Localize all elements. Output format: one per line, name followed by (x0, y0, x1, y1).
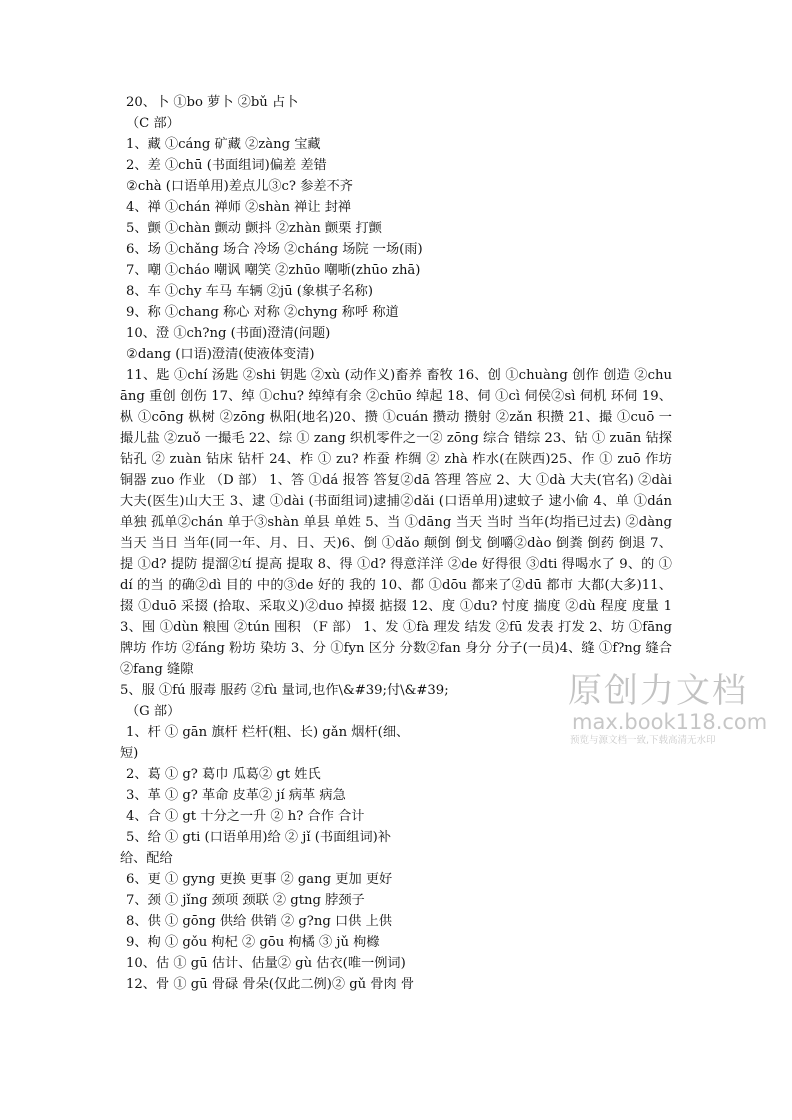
text-line: 8、车 ①chy 车马 车辆 ②jū (象棋子名称) (126, 284, 373, 299)
text-line: 2、差 ①chū (书面组词)偏差 差错 (126, 158, 327, 173)
text-line: 5、颤 ①chàn 颤动 颤抖 ②zhàn 颤栗 打颤 (126, 221, 382, 236)
text-line: 6、场 ①chǎng 场合 冷场 ②cháng 场院 一场(雨) (126, 242, 423, 257)
text-line: 1、杆 ① gān 旗杆 栏杆(粗、长) gǎn 烟杆(细、 (126, 725, 410, 740)
text-line: 1、藏 ①cáng 矿藏 ②zàng 宝藏 (126, 137, 321, 152)
text-line: 5、服 ①fú 服毒 服药 ②fù 量词,也作\&#39;付\&#39; (120, 683, 449, 698)
text-line: 给、配给 (120, 851, 173, 866)
section-header-g: （G 部） (126, 704, 181, 719)
section-header-c: （C 部） (126, 116, 180, 131)
document-body (120, 92, 672, 995)
text-line: 12、骨 ① gū 骨碌 骨朵(仅此二例)② gǔ 骨肉 骨 (126, 977, 415, 992)
text-line: 9、枸 ① gǒu 枸杞 ② gōu 枸橘 ③ jǔ 枸橼 (126, 935, 380, 950)
text-line: 4、合 ① gt 十分之一升 ② h? 合作 合计 (126, 809, 365, 824)
text-line: ②chà (口语单用)差点儿③c? 参差不齐 (126, 179, 353, 194)
watermark-url: max.book118.com (572, 710, 768, 734)
text-line: 8、供 ① gōng 供给 供销 ② g?ng 口供 上供 (126, 914, 392, 929)
watermark-note: 预览与源文档一致,下载高清无水印 (570, 735, 716, 746)
text-line: 10、澄 ①ch?ng (书面)澄清(问题) (126, 326, 331, 341)
text-line: 4、禅 ①chán 禅师 ②shàn 禅让 封禅 (126, 200, 352, 215)
text-line: 9、称 ①chang 称心 对称 ②chyng 称呼 称道 (126, 305, 399, 320)
text-line: 7、颈 ① jǐng 颈项 颈联 ② gtng 脖颈子 (126, 893, 365, 908)
text-line: 3、革 ① g? 革命 皮革② jí 病革 病急 (126, 788, 346, 803)
text-line: 20、卜 ①bo 萝卜 ②bǔ 占卜 (126, 95, 299, 110)
text-paragraph: 11、匙 ①chí 汤匙 ②shi 钥匙 ②xù (动作义)畜养 畜牧 16、创 ①chuàng 创作 创造 ②chuāng 重创 创伤 17、绰 ①chu? 绰绰有余 ②chūo 绰起 18、伺 ①cì 伺侯②sì 伺机 环伺 19、枞 ①cōng 枞树 ②zōng 枞阳(地名)20、攒 ①cuán 攒动 攒射 ②zǎn 积攒 21、撮 ①cuō 一撮儿盐 ②zuǒ 一撮毛 22、综 ① zang 织机零件之一② zōng 综合 错综 23、钻 ① zuān 钻探 钻孔 ② zuàn 钻床 钻杆 24、柞 ① zu? 柞蚕 柞绸 ② zhà 柞水(在陕西)25、作 ① zuō 作坊 铜器 zuo 作业 （D 部） 1、答 ①dá 报答 答复②dā 答理 答应 2、大 ①dà 大夫(官名) ②dài 大夫(医生)山大王 3、逮 ①dài (书面组词)逮捕②dǎi (口语单用)逮蚊子 逮小偷 4、单 ①dán 单独 孤单②chán 单于③shàn 单县 单姓 5、当 ①dāng 当天 当时 当年(均指已过去) ②dàng 当天 当日 当年(同一年、月、日、天)6、倒 ①dǎo 颠倒 倒戈 倒嚼②dào 倒粪 倒药 倒退 7、提 ①d? 提防 提溜②tí 提高 提取 8、得 ①d? 得意洋洋 ②de 好得很 ③dti 得喝水了 9、的 ①dí 的当 的确②dì 目的 中的③de 好的 我的 10、都 ①dōu 都来了②dū 都市 大都(大多)11、掇 ①duō 采掇 (拾取、采取义)②duo 掉掇 掂掇 12、度 ①du? 忖度 揣度 ②dù 程度 度量 13、囤 ①dùn 粮囤 ②tún 囤积 （F 部） 1、发 ①fà 理发 结发 ②fū 发表 打发 2、坊 ①fāng 牌坊 作坊 ②fáng 粉坊 染坊 3、分 ①fyn 区分 分数②fan 身分 分子(一员)4、缝 ①f?ng 缝合②fang 缝隙 (120, 368, 672, 677)
text-line: 7、嘲 ①cháo 嘲讽 嘲笑 ②zhūo 嘲哳(zhūo zhā) (126, 263, 421, 278)
text-line: 5、给 ① gti (口语单用)给 ② jǐ (书面组词)补 (126, 830, 392, 845)
text-line: ②dang (口语)澄清(使液体变清) (126, 347, 315, 362)
text-line: 10、估 ① gū 估计、估量② gù 估衣(唯一例词) (126, 956, 406, 971)
watermark-title: 原创力文档 (568, 671, 748, 711)
text-line: 2、葛 ① g? 葛巾 瓜葛② gt 姓氏 (126, 767, 321, 782)
text-line: 短) (120, 746, 139, 761)
text-line: 6、更 ① gyng 更换 更事 ② gang 更加 更好 (126, 872, 393, 887)
